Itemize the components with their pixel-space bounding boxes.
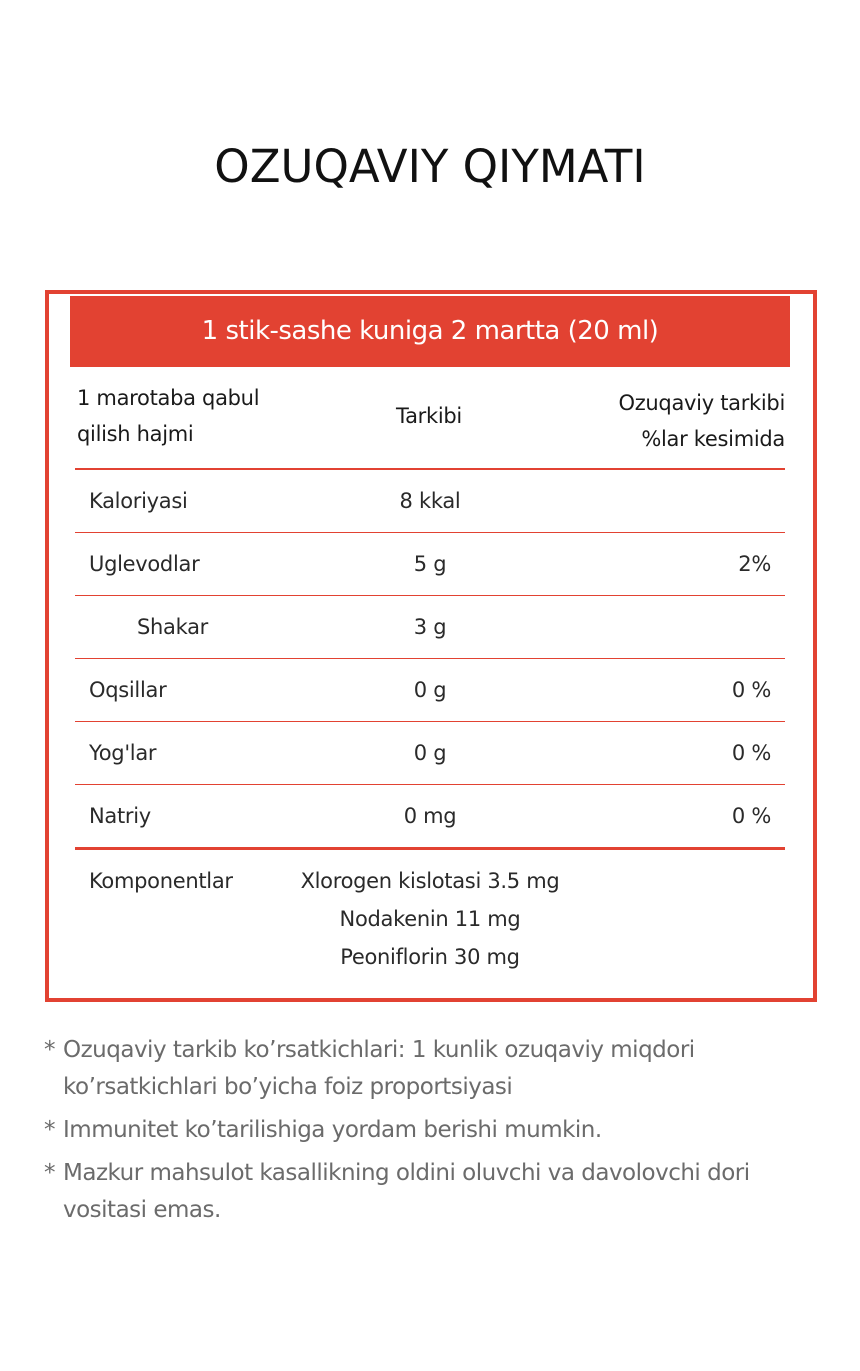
row-name: Kaloriyasi: [89, 489, 188, 513]
row-value: 8 kkal: [399, 489, 461, 513]
row-percent: 0 %: [731, 678, 771, 702]
row-value: 0 g: [413, 741, 447, 765]
components-label: Komponentlar: [89, 869, 233, 893]
asterisk: *: [44, 1160, 55, 1186]
footnote-line: vositasi emas.: [63, 1197, 221, 1223]
table-row: [75, 785, 785, 850]
footnote-line: Mazkur mahsulot kasallikning oldini oluvchi va davolovchi dori: [63, 1160, 750, 1186]
column-header-percent-line1: Ozuqaviy tarkibi: [618, 391, 785, 415]
table-row: [75, 470, 785, 533]
row-name: Uglevodlar: [89, 552, 200, 576]
row-percent: 0 %: [731, 741, 771, 765]
footnote: [44, 1112, 824, 1149]
serving-header: 1 stik-sashe kuniga 2 martta (20 ml): [70, 296, 790, 367]
table-row: [75, 533, 785, 596]
row-name: Natriy: [89, 804, 151, 828]
footnote: [44, 1032, 824, 1106]
column-header-percent-line2: %lar kesimida: [641, 427, 785, 451]
table-row: [75, 659, 785, 722]
row-value: 0 g: [413, 678, 447, 702]
row-value: 3 g: [413, 615, 447, 639]
row-value: 0 mg: [403, 804, 457, 828]
footnotes: [44, 1032, 824, 1235]
row-name: Yog'lar: [89, 741, 157, 765]
component-item: Nodakenin 11 mg: [339, 907, 521, 931]
table-row: [75, 596, 785, 659]
component-item: Peoniflorin 30 mg: [340, 945, 520, 969]
row-percent: 2%: [738, 552, 771, 576]
table-row: [75, 722, 785, 785]
component-item: Xlorogen kislotasi 3.5 mg: [300, 869, 560, 893]
column-header-content: Tarkibi: [396, 404, 462, 428]
footnote: [44, 1155, 824, 1229]
column-header-serving-line1: 1 marotaba qabul: [77, 386, 260, 410]
components-list: [275, 862, 585, 976]
column-header-serving-line2: qilish hajmi: [77, 422, 194, 446]
row-name: Shakar: [137, 615, 209, 639]
row-percent: 0 %: [731, 804, 771, 828]
footnote-line: Immunitet ko’tarilishiga yordam berishi mumkin.: [63, 1117, 602, 1143]
row-value: 5 g: [413, 552, 447, 576]
asterisk: *: [44, 1117, 55, 1143]
page-title: OZUQAVIY QIYMATI: [214, 140, 646, 193]
asterisk: *: [44, 1037, 55, 1063]
column-header-percent: [525, 385, 785, 457]
column-header-serving: [77, 380, 337, 452]
footnote-line: Ozuqaviy tarkib ko’rsatkichlari: 1 kunlik ozuqaviy miqdori: [63, 1037, 695, 1063]
footnote-line: ko’rsatkichlari bo’yicha foiz proportsiyasi: [63, 1074, 513, 1100]
row-name: Oqsillar: [89, 678, 167, 702]
nutrition-panel: [45, 290, 817, 1002]
